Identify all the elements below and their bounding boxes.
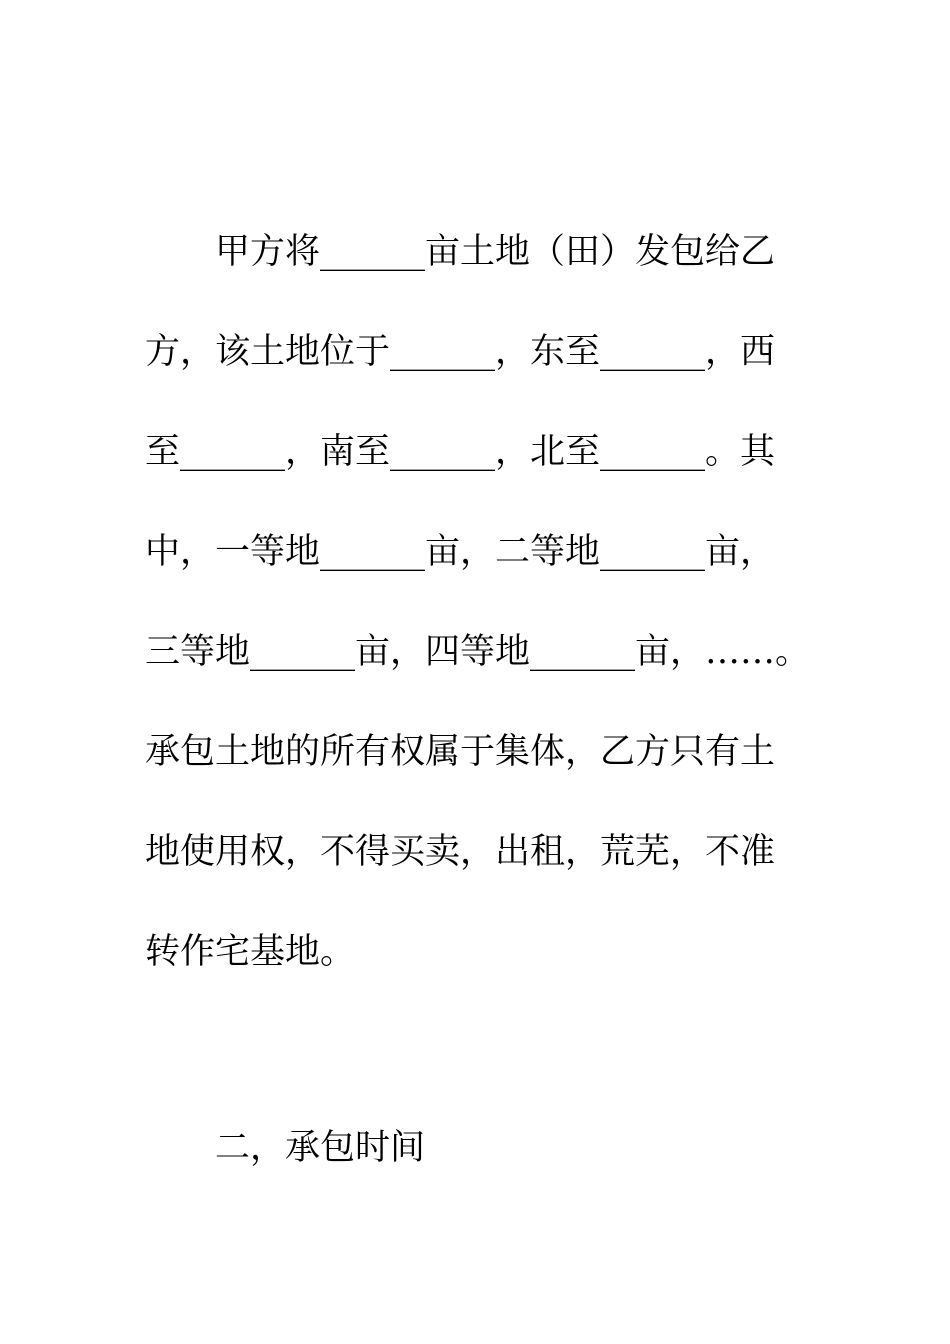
- paragraph-line-1: 甲方将______亩土地（田）发包给乙: [215, 232, 776, 272]
- paragraph-line-7: 地使用权，不得买卖，出租，荒芜，不准: [145, 832, 776, 872]
- paragraph-line-5: 三等地______亩，四等地______亩，……。: [145, 632, 811, 672]
- paragraph-line-2: 方，该土地位于______，东至______，西: [145, 332, 776, 372]
- paragraph-line-4: 中，一等地______亩，二等地______亩，: [145, 532, 776, 572]
- paragraph-line-8: 转作宅基地。: [145, 932, 356, 972]
- paragraph-line-6: 承包土地的所有权属于集体，乙方只有土: [145, 732, 776, 772]
- section-heading: 二，承包时间: [215, 1128, 426, 1168]
- paragraph-line-3: 至______，南至______，北至______。其: [145, 432, 776, 472]
